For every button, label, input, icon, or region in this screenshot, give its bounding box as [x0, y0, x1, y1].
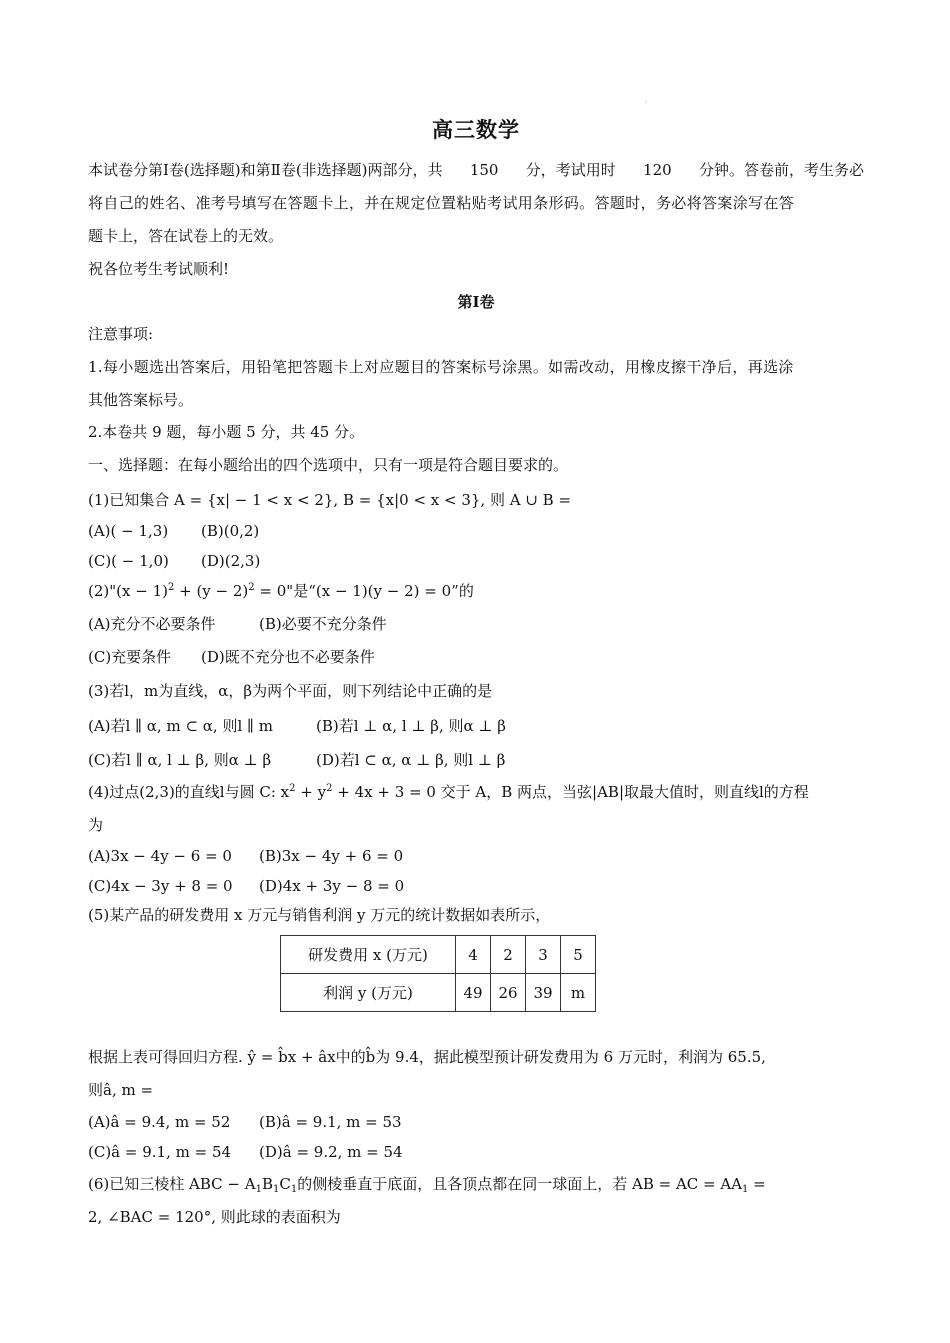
q1-option-a: (A)( − 1,3)	[88, 522, 169, 540]
wish-text: 祝各位考生考试顺利!	[88, 260, 230, 278]
data-table	[280, 935, 596, 1012]
q5-option-c: (C)â = 9.1, m = 54	[88, 1143, 232, 1161]
intro-line-2: 将自己的姓名、准考号填写在答题卡上，并在规定位置粘贴考试用条形码。答题时，务必将答案涂写在答	[88, 194, 795, 212]
q1-option-d: (D)(2,3)	[201, 552, 261, 570]
q2-option-b: (B)必要不充分条件	[259, 615, 387, 633]
question-4-stem-line-2: 为	[88, 816, 104, 834]
q3-option-c: (C)若l ∥ α, l ⊥ β, 则α ⊥ β	[88, 751, 272, 769]
q1-option-c: (C)( − 1,0)	[88, 552, 169, 570]
q3-option-a: (A)若l ∥ α, m ⊂ α, 则l ∥ m	[88, 717, 273, 735]
q5-option-b: (B)â = 9.1, m = 53	[259, 1113, 402, 1131]
table-cell: 39	[526, 974, 561, 1012]
q4-option-d: (D)4x + 3y − 8 = 0	[259, 877, 405, 895]
q2-option-c: (C)充要条件	[88, 648, 172, 666]
table-cell: 2	[491, 936, 526, 974]
table-cell: 4	[456, 936, 491, 974]
notes-heading: 注意事项:	[88, 325, 154, 343]
q5-option-d: (D)â = 9.2, m = 54	[259, 1143, 403, 1161]
table-cell: m	[561, 974, 596, 1012]
q4-option-b: (B)3x − 4y + 6 = 0	[259, 847, 404, 865]
question-5-after-1: 根据上表可得回归方程. ŷ = b̂x + âx中的b̂为 9.4，据此模型预计研发费用为 6 万元时，利润为 65.5,	[88, 1048, 766, 1066]
question-5-after-2: 则â, m =	[88, 1081, 154, 1099]
q4-option-a: (A)3x − 4y − 6 = 0	[88, 847, 232, 865]
q3-option-d: (D)若l ⊂ α, α ⊥ β, 则l ⊥ β	[316, 751, 506, 769]
note-1-line-2: 其他答案标号。	[88, 391, 194, 409]
question-2-stem: (2)"(x − $1)^2 + (y - 2)^2 = 0$"是“(x − 1)(y − 2) = 0”的	[88, 582, 474, 600]
scan-dot: ·	[645, 98, 648, 107]
question-6-stem: (6)已知三棱柱 ABC − $A_1B_1C_1$的侧棱垂直于底面，且各顶点都在同一球面上，若 AB = AC = $AA_1$ =	[88, 1175, 766, 1195]
table-cell: 26	[491, 974, 526, 1012]
section-title: 第Ⅰ卷	[457, 293, 495, 311]
question-3-stem: (3)若l，m为直线，α，β为两个平面，则下列结论中正确的是	[88, 682, 493, 700]
part-heading: 一、选择题：在每小题给出的四个选项中，只有一项是符合题目要求的。	[88, 456, 569, 474]
intro-line-1: 本试卷分第Ⅰ卷(选择题)和第Ⅱ卷(非选择题)两部分，共 150 分，考试用时 120 分钟。答卷前，考生务必	[88, 161, 864, 179]
q2-option-a: (A)充分不必要条件	[88, 615, 216, 633]
question-1-stem: (1)已知集合 A = {x| − 1 < x < 2}, B = {x|0 < x < 3}, 则 A ∪ B =	[88, 491, 572, 509]
table-header-cell: 利润 y (万元)	[281, 974, 456, 1012]
q5-option-a: (A)â = 9.4, m = 52	[88, 1113, 231, 1131]
q4-option-c: (C)4x − 3y + 8 = 0	[88, 877, 233, 895]
intro-line-3: 题卡上，答在试卷上的无效。	[88, 227, 284, 245]
page-title: 高三数学	[432, 117, 520, 142]
q2-option-d: (D)既不充分也不必要条件	[201, 648, 375, 666]
q1-option-b: (B)(0,2)	[201, 522, 260, 540]
q3-option-b: (B)若l ⊥ α, l ⊥ β, 则α ⊥ β	[316, 717, 506, 735]
note-2: 2.本卷共 9 题，每小题 5 分，共 45 分。	[88, 423, 365, 441]
note-1-line-1: 1.每小题选出答案后，用铅笔把答题卡上对应题目的答案标号涂黑。如需改动，用橡皮擦干净后，再选涂	[88, 358, 794, 376]
table-cell: 5	[561, 936, 596, 974]
table-row	[281, 974, 596, 1012]
question-5-stem: (5)某产品的研发费用 x 万元与销售利润 y 万元的统计数据如表所示，	[88, 906, 551, 924]
table-cell: 3	[526, 936, 561, 974]
table-header-cell: 研发费用 x (万元)	[281, 936, 456, 974]
table-row	[281, 936, 596, 974]
table-cell: 49	[456, 974, 491, 1012]
question-6-stem-line-2: 2, ∠BAC = 120°, 则此球的表面积为	[88, 1208, 341, 1226]
question-4-stem: (4)过点(2,3)的直线l与圆 C: $x^2 + y^2 + 4x + 3 = 0$ 交于 A，B 两点，当弦|AB|取最大值时，则直线l的方程	[88, 783, 809, 801]
